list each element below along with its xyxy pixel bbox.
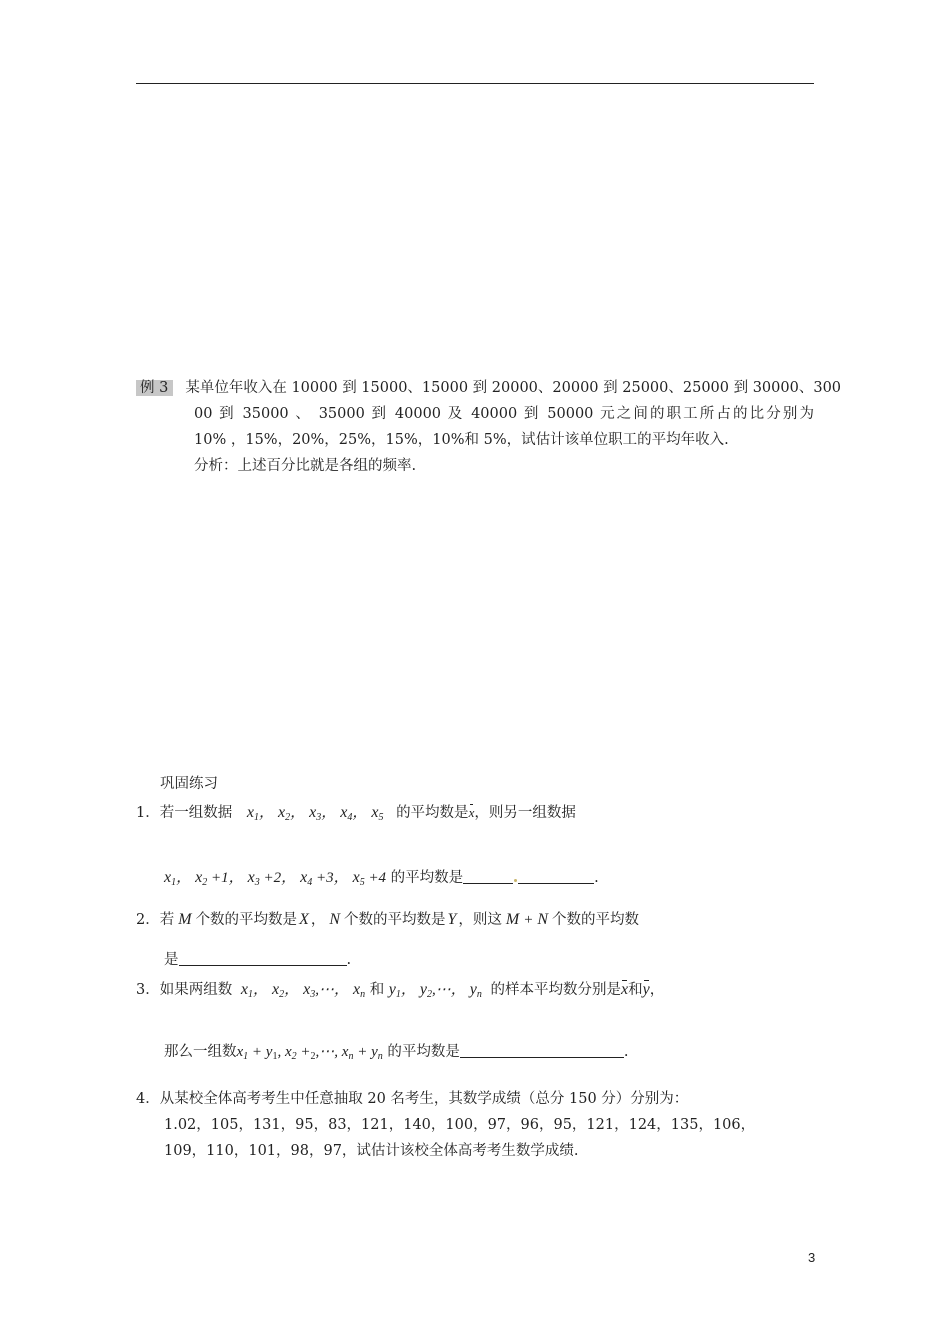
q1-text-c: ，则另一组数据 — [474, 805, 576, 821]
q2-math-m-plus-n: M + N — [505, 911, 549, 928]
q3-math-ybar: y — [642, 981, 650, 998]
question-2-line-1 — [136, 908, 639, 929]
question-3-line-2 — [164, 1040, 628, 1062]
example-3-line-1 — [136, 376, 841, 397]
q2-math-n: N — [329, 911, 341, 928]
q2-end: . — [346, 952, 352, 968]
q1-end: . — [594, 870, 599, 886]
q2-math-y: Y — [447, 911, 457, 928]
q2-text-e: ，则这 — [458, 912, 502, 928]
q4-text-1: 从某校全体高考考生中任意抽取 20 名考生，其数学成绩（总分 150 分）分别为： — [159, 1091, 689, 1107]
q1-math-shifted-list: $x_1$， $x_2 +1$， $x_3 +2$， $x_4 +3$， $x_5 +4$ — [164, 869, 387, 888]
q3-math-sum-seq: $x_1 + y_1$, $x_2$ $+_2,\cdots$, $x_n + y_n$ — [236, 1044, 383, 1062]
q3-text-c: 的样本平均数分别是 — [490, 982, 622, 998]
q3-text-f: 那么一组数 — [164, 1044, 237, 1060]
q3-text-d: 和 — [628, 982, 643, 998]
q2-text-f: 个数的平均数 — [552, 912, 640, 928]
q3-end: . — [623, 1044, 629, 1060]
q3-math-xbar: x — [621, 981, 629, 998]
q3-text-e: ， — [649, 982, 665, 998]
question-4-line-2: 1.02，105，131，95，83，121，140，100，97，96，95，121，124，135，106， — [164, 1117, 756, 1133]
q1-text-b: 的平均数是 — [396, 805, 469, 821]
q1-answer-blank-b[interactable] — [518, 869, 594, 884]
q3-math-y-seq: $y_1$， $y_2,\cdots$， $y_n$ — [388, 981, 482, 1000]
q4-number: 4． — [136, 1091, 160, 1107]
q1-math-xbar: x — [468, 805, 475, 820]
question-2-line-2 — [164, 948, 351, 969]
example-text-1: 某单位年收入在 10000 到 15000、15000 到 20000、20000 到 25000、25000 到 30000、300 — [185, 380, 842, 396]
example-3-analysis: 分析：上述百分比就是各组的频率. — [194, 458, 417, 474]
q2-math-x: X — [299, 911, 309, 928]
q3-math-x-seq: $x_1$， $x_2$， $x_3,\cdots$， $x_n$ — [240, 981, 366, 1000]
q3-text-a: 如果两组数 — [159, 982, 233, 998]
question-4-line-3: 109，110，101，98，97，试估计该校全体高考考生数学成绩. — [164, 1143, 579, 1159]
q1-text-d: 的平均数是 — [390, 870, 464, 886]
q2-text-b: 个数的平均数是 — [195, 912, 298, 928]
example-3-line-2: 00 到 35000 、 35000 到 40000 及 40000 到 50000 元之间的职工所占的比分别为 — [194, 406, 814, 422]
question-1-line-1 — [136, 801, 576, 823]
header-rule — [136, 83, 814, 84]
example-3-line-3: 10% ，15%，20%，25%，15%，10%和 5%，试估计该单位职工的平均年收入. — [194, 432, 729, 448]
q3-answer-blank[interactable] — [460, 1043, 624, 1058]
q2-text-c: ， — [310, 912, 326, 928]
q2-text-a: 若 — [159, 912, 175, 928]
q2-text-g: 是 — [164, 952, 179, 968]
page-number: 3 — [808, 1250, 816, 1265]
q2-text-d: 个数的平均数是 — [344, 912, 446, 928]
q3-text-b: 和 — [369, 982, 385, 998]
question-1-line-2 — [164, 866, 599, 888]
q3-number: 3． — [136, 982, 160, 998]
question-4-line-1 — [136, 1087, 688, 1108]
question-3-line-1 — [136, 978, 664, 1000]
q1-answer-blank-a[interactable] — [463, 869, 513, 884]
mark-dot — [514, 879, 517, 882]
q2-answer-blank[interactable] — [179, 951, 347, 966]
q1-math-x-list: $x_1$， $x_2$， $x_3$， $x_4$， $x_5$ — [246, 804, 384, 823]
practice-title: 巩固练习 — [160, 776, 218, 792]
q2-math-m: M — [178, 911, 192, 928]
q1-number: 1． — [136, 805, 160, 821]
q2-number: 2． — [136, 912, 160, 928]
q3-text-g: 的平均数是 — [387, 1044, 460, 1060]
example-label: 例 3 — [136, 380, 173, 396]
q1-text-a: 若一组数据 — [159, 805, 233, 821]
